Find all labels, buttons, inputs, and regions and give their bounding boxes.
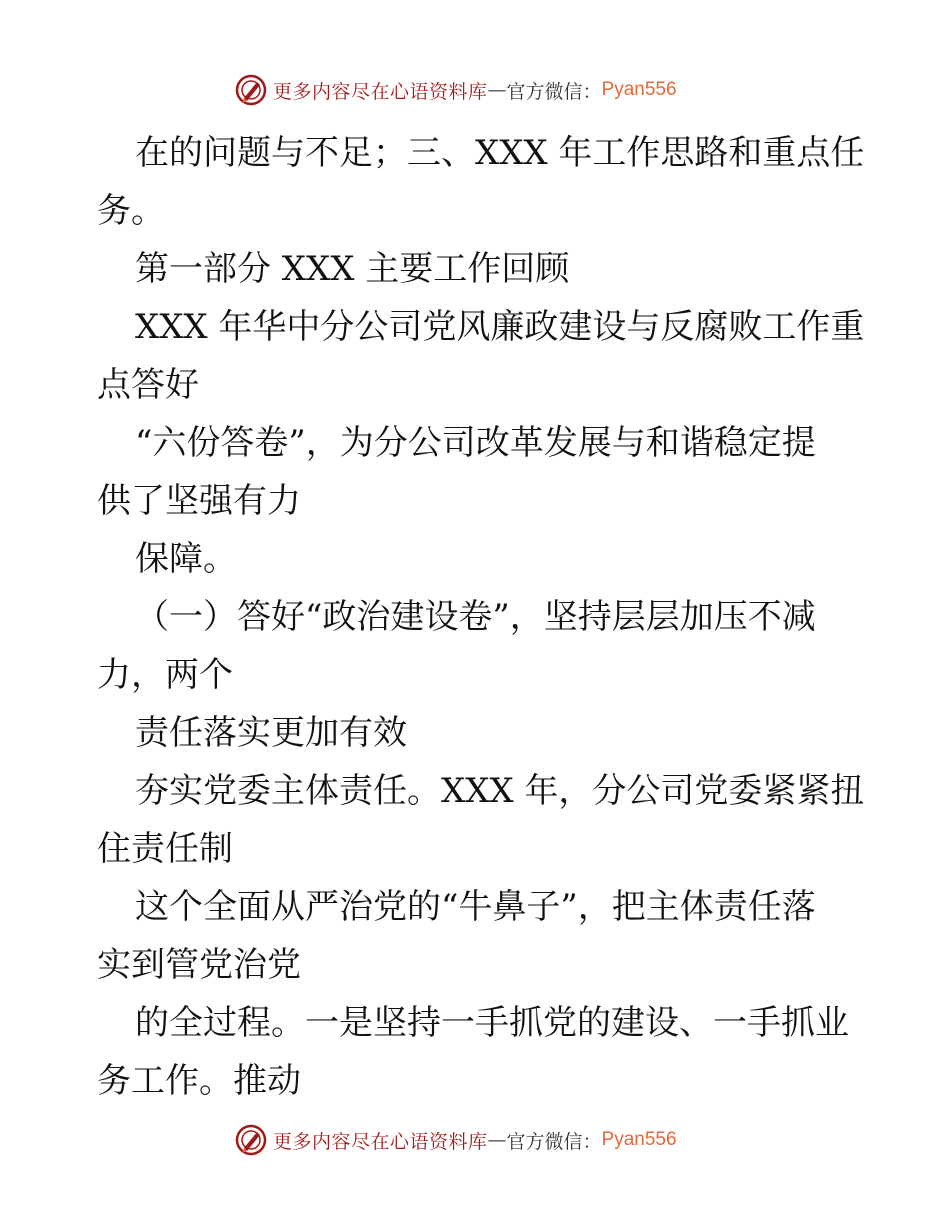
watermark-text: 更多内容尽在心语资料库 [273,80,488,103]
subsection-heading [97,588,853,704]
paragraph-guarantee [97,530,853,588]
watermark-separator: — [487,1129,507,1151]
pen-logo-icon [235,74,267,106]
watermark-wechat-label: 官方微信： [506,80,602,103]
document-body [97,124,865,1110]
paragraph-intro [97,124,865,240]
paragraph-responsibility [97,704,853,762]
text-line: 保障。 [135,539,237,579]
text-line: 务。 [97,191,165,231]
text-line: 供了坚强有力 [97,481,301,521]
paragraph-overview [97,298,865,414]
text-line: 点答好 [97,365,199,405]
text-line: XXX 年华中分公司党风廉政建设与反腐败工作重 [135,307,865,347]
header-watermark [235,73,677,107]
text-line: 实到管党治党 [97,945,301,985]
section-heading [97,240,853,298]
text-line: （一）答好“政治建设卷”，坚持层层加压不减 [135,597,816,637]
paragraph-six-answers [97,414,853,530]
text-line: 第一部分 XXX 主要工作回顾 [135,249,570,289]
paragraph-party-committee [97,762,865,878]
watermark-text: 更多内容尽在心语资料库 [273,1130,488,1153]
text-line: 的全过程。一是坚持一手抓党的建设、一手抓业 [135,1003,849,1043]
paragraph-key-point [97,878,853,994]
paragraph-process [97,994,853,1110]
text-line: 力，两个 [97,655,233,695]
text-line: “六份答卷”，为分公司改革发展与和谐稳定提 [135,423,816,463]
text-line: 责任落实更加有效 [135,713,407,753]
pen-logo-icon [235,1124,267,1156]
watermark-wechat-id: Pyan556 [601,1129,677,1150]
text-line: 务工作。推动 [97,1061,301,1101]
footer-watermark [235,1123,677,1157]
watermark-wechat-label: 官方微信： [506,1130,602,1153]
text-line: 夯实党委主体责任。XXX 年，分公司党委紧紧扭 [135,771,865,811]
text-line: 在的问题与不足；三、XXX 年工作思路和重点任 [135,133,865,173]
text-line: 住责任制 [97,829,233,869]
watermark-separator: — [487,79,507,101]
text-line: 这个全面从严治党的“牛鼻子”，把主体责任落 [135,887,816,927]
watermark-wechat-id: Pyan556 [601,79,677,100]
